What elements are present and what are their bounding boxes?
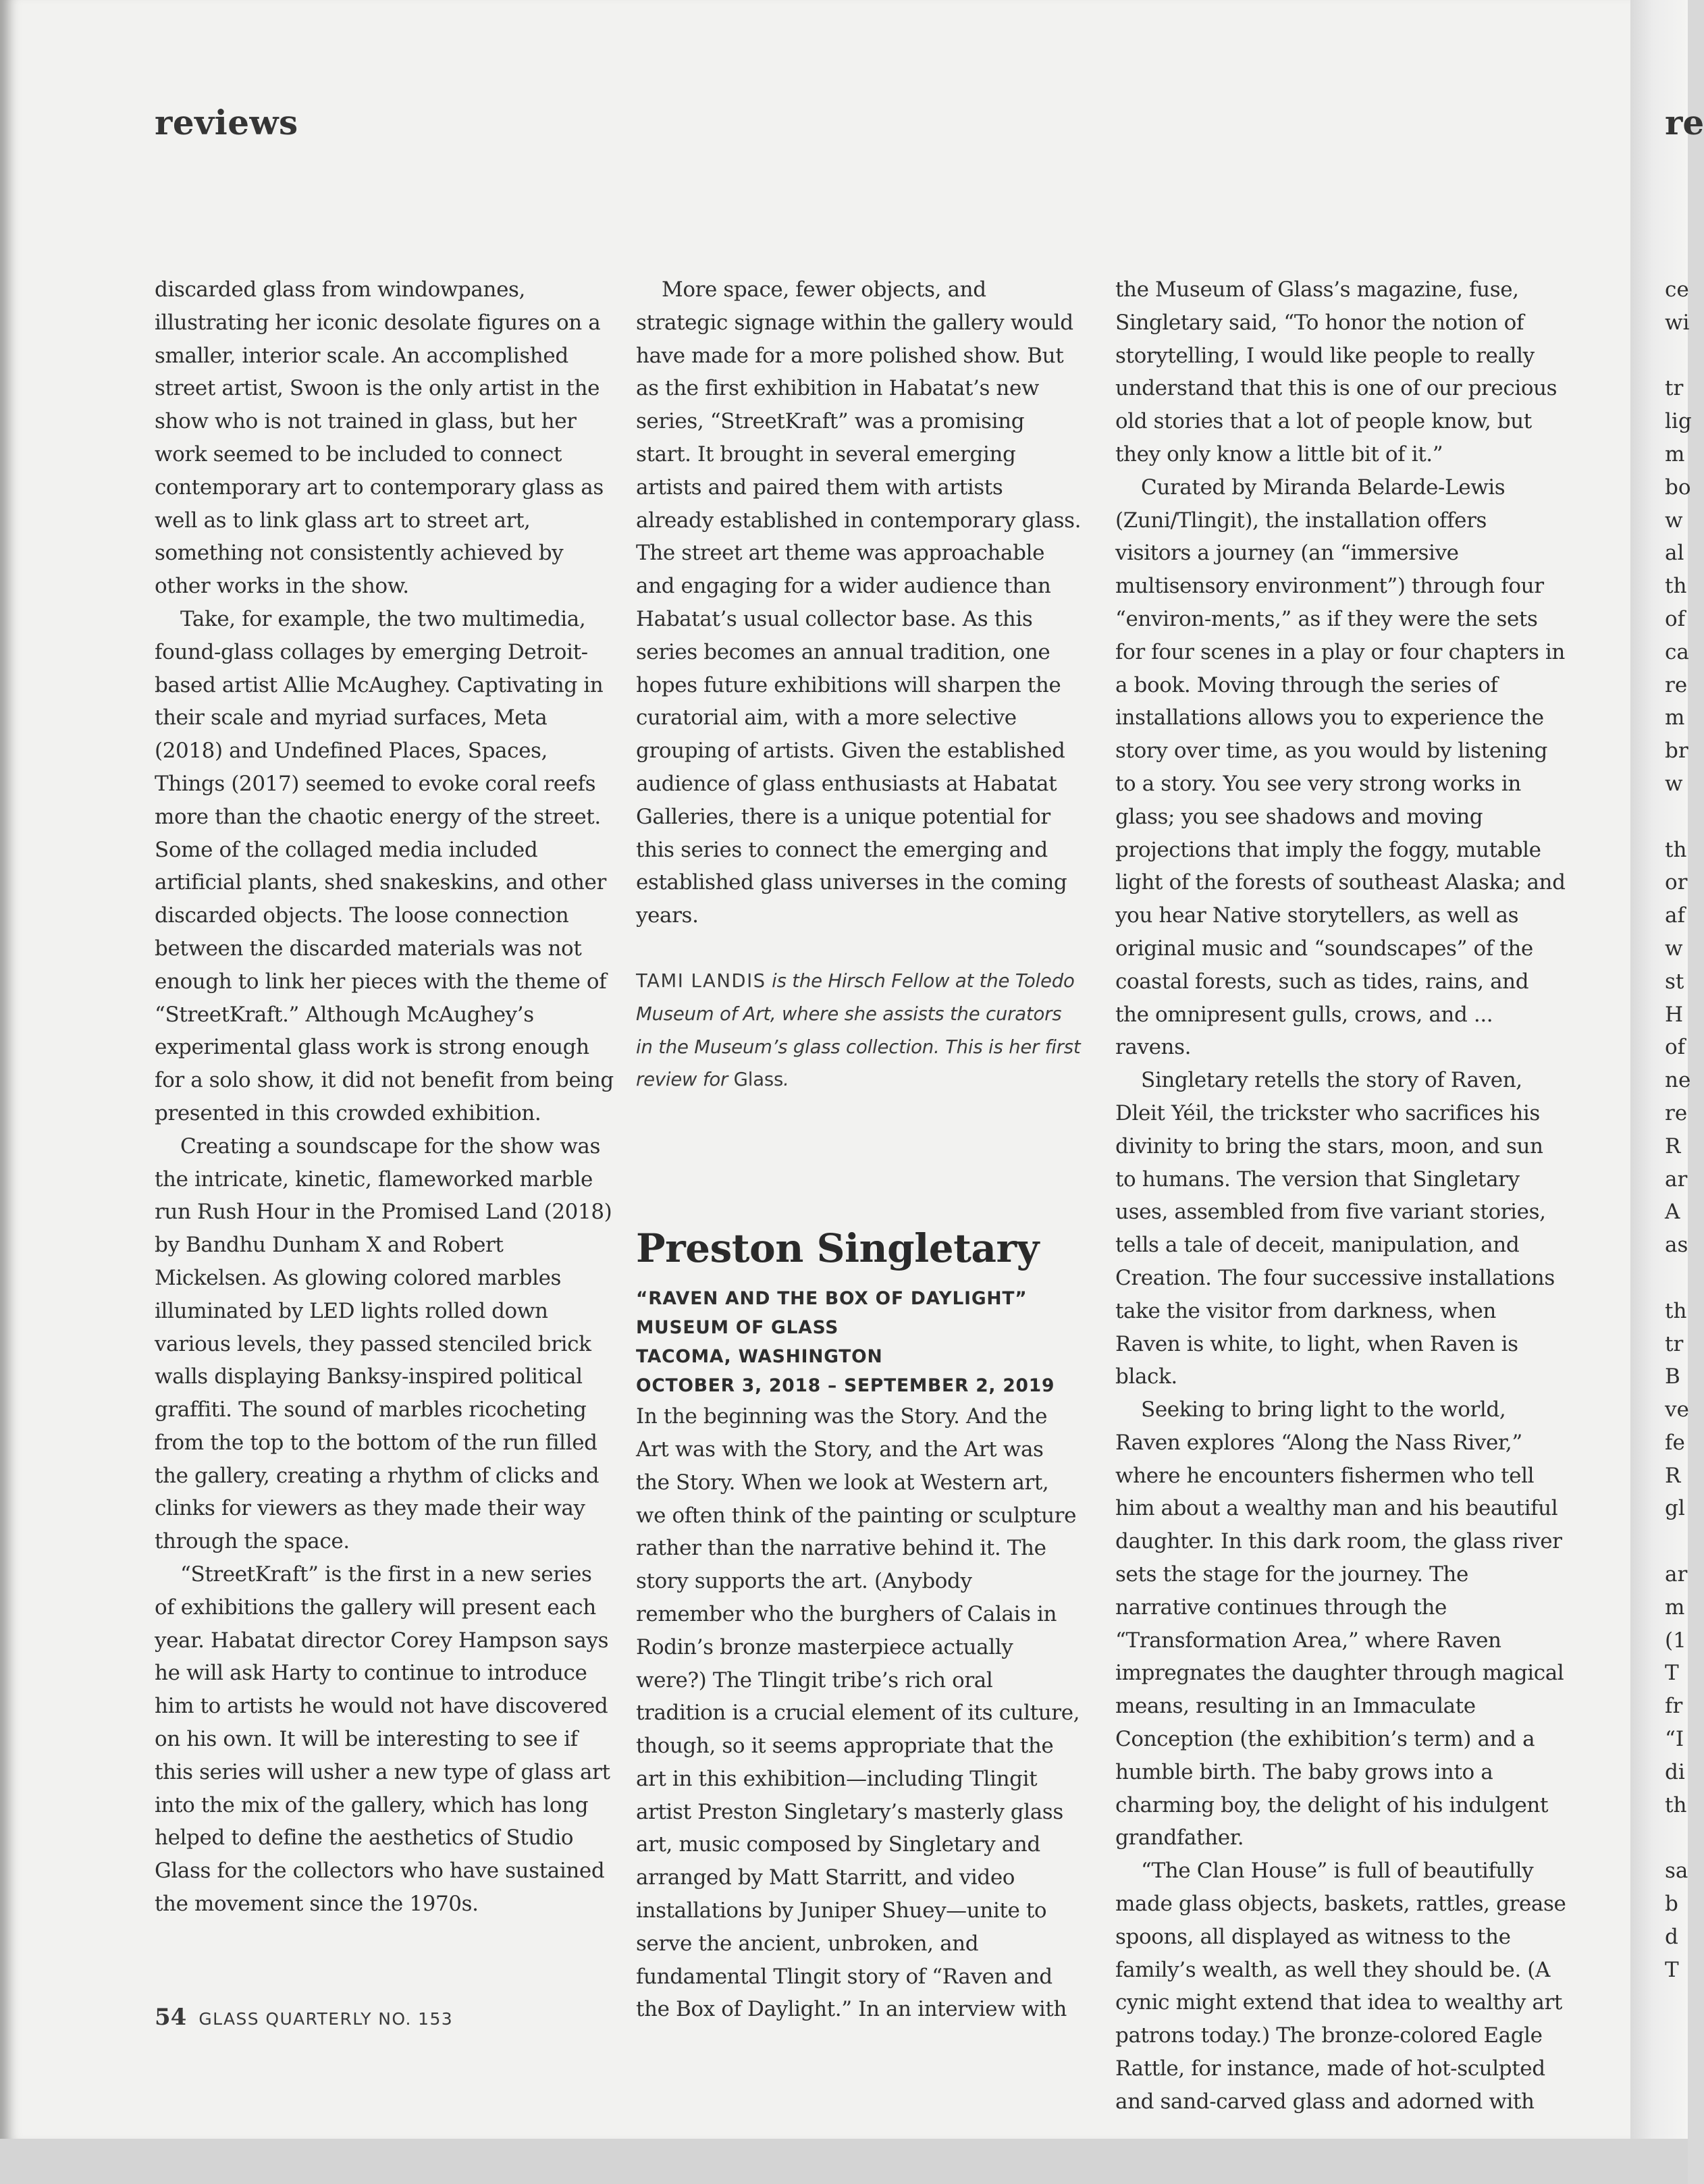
next-page-fragment: of [1665,1035,1686,1060]
next-page-fragment: w [1665,936,1683,961]
next-page-fragment: or [1665,870,1688,895]
col1-paragraph-4: “StreetKraft” is the first in a new series of exhibitions the gallery will present each year. Habatat director Corey Hampson says he will ask Harty to continue to introduce him to artists he would not have discovered on his own. It will be interesting to see if this series will usher a new type of glass art into the mix of the gallery, which has long helped to define the aesthetics of Studio Glass for the collectors who have sustained the movement since the 1970s. [155,1562,610,1917]
next-page-fragment: ar [1665,1562,1688,1587]
next-page-fragment: af [1665,903,1685,928]
next-page-fragment: d [1665,1924,1678,1949]
column-3 [1115,273,1566,2119]
venue: MUSEUM OF GLASS [636,1317,839,1339]
exhibition-title: “RAVEN AND THE BOX OF DAYLIGHT” [636,1288,1028,1310]
next-page-fragment [1665,1525,1692,1558]
next-page-fragment: b [1665,1892,1678,1917]
next-page-fragment: m [1665,1595,1685,1620]
page-footer [155,2004,453,2031]
col3-paragraph-5: “The Clan House” is full of beautifully made glass objects, baskets, rattles, grease spoons, all displayed as witness to the family’s wealth, as well they should be. (A cynic might extend that idea to wealthy art patrons today.) The bronze-colored Eagle Rattle, for instance, made of hot-sculpted and sand-carved glass and adorned with [1115,1859,1566,2114]
next-page-text-fragments [1665,273,1692,1986]
next-page-fragment: of [1665,606,1686,631]
next-page-fragment: th [1665,1792,1687,1817]
next-page-fragment: w [1665,771,1683,796]
next-page-fragment: re [1665,1100,1688,1125]
next-page-fragment: ne [1665,1068,1691,1093]
next-page-fragment: th [1665,1298,1687,1323]
publication-name: GLASS QUARTERLY NO. 153 [198,2009,454,2029]
col2-paragraph-1: More space, fewer objects, and strategic signage within the gallery would have made for a more polished show. But as the first exhibition in Habatat’s new series, “StreetKraft” was a promising start. It brought in several emerging artists and paired them with artists already established in contemporary glass. The street art theme was approachable and engaging for a wider audience than Habatat’s usual collector base. As this series becomes an annual tradition, one hopes future exhibitions will sharpen the curatorial aim, with a more selective grouping of artists. Given the established audience of glass enthusiasts at Habatat Galleries, there is a unique potential for this series to connect the emerging and established glass universes in the coming years. [636,277,1082,928]
next-page-fragment [1665,340,1692,373]
next-page-fragment: fe [1665,1430,1685,1455]
author-name: TAMI LANDIS [636,969,766,992]
next-page-fragment: “I [1665,1727,1684,1752]
exhibition-dates: OCTOBER 3, 2018 – SEPTEMBER 2, 2019 [636,1375,1055,1397]
article-meta [636,1284,1082,1400]
next-page-fragment: ve [1665,1397,1689,1422]
col3-paragraph-1: the Museum of Glass’s magazine, fuse, Singletary said, “To honor the notion of storytelling, I would like people to really understand that this is one of our precious old stories that a lot of people know, but they only know a little bit of it.” [1115,277,1557,467]
col1-paragraph-1: discarded glass from windowpanes, illustrating her iconic desolate figures on a smaller, interior scale. An accomplished street artist, Swoon is the only artist in the show who is not trained in glass, but her work seemed to be included to connect contemporary art to contemporary glass as well as to link glass art to street art, something not consistently achieved by other works in the show. [155,277,604,599]
next-page-fragment: st [1665,969,1684,994]
author-bio [636,965,1082,1096]
next-page-fragment: A [1665,1200,1680,1225]
next-page-fragment: ar [1665,1167,1688,1192]
next-page-fragment: as [1665,1233,1688,1258]
next-page-fragment: bo [1665,475,1691,500]
next-page-fragment: m [1665,442,1685,467]
author-bio-end: . [783,1069,789,1091]
next-page-section-label: re [1665,103,1704,142]
col3-paragraph-4: Seeking to bring light to the world, Raven explores “Along the Nass River,” where he encounters fishermen who tell him about a wealthy man and his beautiful daughter. In this dark room, the glass river sets the stage for the journey. The narrative continues through the “Transformation Area,” where Raven impregnates the daughter through magical means, resulting in an Immaculate Conception (the exhibition’s term) and a humble birth. The baby grows into a charming boy, the delight of his indulgent grandfather. [1115,1397,1564,1850]
next-page-fragment: tr [1665,376,1684,401]
magazine-name: Glass [733,1069,784,1091]
next-page-fragment [1665,1821,1692,1855]
next-page-fragment: di [1665,1759,1685,1784]
author-bio-text: is the Hirsch Fellow at the Toledo Museum of Art, where she assists the curators in the Museum’s glass collection. This is her first review for [636,969,1081,1091]
next-page-fragment: tr [1665,1331,1684,1356]
next-page-fragment: gl [1665,1496,1685,1521]
col1-paragraph-2: Take, for example, the two multimedia, found-glass collages by emerging Detroit-based artist Allie McAughey. Captivating in their scale and myriad surfaces, Meta (2018) and Undefined Places, Spaces, Things (2017) seemed to evoke coral reefs more than the chaotic energy of the street. Some of the collaged media included artificial plants, shed snakeskins, and other discarded objects. The loose connection between the discarded materials was not enough to link her pieces with the theme of “StreetKraft.” Although McAughey’s experimental glass work is strong enough for a solo show, it did not benefit from being presented in this crowded exhibition. [155,606,614,1125]
next-page-fragment: H [1665,1002,1684,1027]
next-page-fragment: T [1665,1957,1679,1982]
next-page-fragment: m [1665,705,1685,730]
col1-paragraph-3: Creating a soundscape for the show was the intricate, kinetic, flameworked marble run Rush Hour in the Promised Land (2018) by Bandhu Dunham X and Robert Mickelsen. As glowing colored marbles illuminated by LED lights rolled down various levels, they passed stenciled brick walls displaying Banksy-inspired political graffiti. The sound of marbles ricocheting from the top to the bottom of the run filled the gallery, creating a rhythm of clicks and clinks for viewers as they made their way through the space. [155,1134,612,1554]
column-1 [155,273,614,1921]
col3-paragraph-3: Singletary retells the story of Raven, Dleit Yéil, the trickster who sacrifices his divinity to bring the stars, moon, and sun to humans. The version that Singletary uses, assembled from five variant stories, tells a tale of deceit, manipulation, and Creation. The four successive installations take the visitor from darkness, when Raven is white, to light, when Raven is black. [1115,1068,1555,1389]
next-page-fragment: T [1665,1661,1679,1686]
article-body-paragraph-1: In the beginning was the Story. And the Art was with the Story, and the Art was the Story. When we look at Western art, we often think of the painting or sculpture rather than the narrative behind it. The story supports the art. (Anybody remember who the burghers of Calais in Rodin’s bronze masterpiece actually were?) The Tlingit tribe’s rich oral tradition is a crucial element of its culture, though, so it seems appropriate that the art in this exhibition—including Tlingit artist Preston Singletary’s masterly glass art, music composed by Singletary and arranged by Matt Starritt, and video installations by Juniper Shuey—unite to serve the ancient, unbroken, and fundamental Tlingit story of “Raven and the Box of Daylight.” In an interview with [636,1404,1080,2022]
next-page-fragment: re [1665,672,1688,697]
next-page-fragment: lig [1665,409,1692,434]
location: TACOMA, WASHINGTON [636,1346,883,1368]
column-2 [636,273,1082,2026]
next-page-fragment: w [1665,508,1683,533]
next-page-fragment [1665,801,1692,834]
next-page-fragment: wi [1665,310,1690,335]
next-page-fragment: th [1665,837,1687,862]
col3-paragraph-2: Curated by Miranda Belarde-Lewis (Zuni/Tlingit), the installation offers visitors a journey (an “immersive multisensory environment”) through four “environ-ments,” as if they were the sets for four scenes in a play or four chapters in a book. Moving through the series of installations allows you to experience the story over time, as you would by listening to a story. You see very strong works in glass; you see shadows and moving projections that imply the foggy, mutable light of the forests of southeast Alaska; and you hear Native storytellers, as well as original music and “soundscapes” of the coastal forests, such as tides, rains, and the omnipresent gulls, crows, and ... ravens. [1115,475,1566,1060]
section-label: reviews [155,103,298,142]
page-number: 54 [155,2004,187,2031]
next-page-fragment: R [1665,1134,1681,1158]
next-page-fragment: ca [1665,639,1689,664]
next-page-fragment: B [1665,1364,1680,1389]
next-page-fragment: fr [1665,1694,1683,1719]
next-page-fragment: sa [1665,1859,1688,1884]
article-title: Preston Singletary [636,1225,1039,1272]
scan-bottom-margin [0,2139,1688,2184]
next-page-fragment: R [1665,1463,1681,1488]
next-page-fragment: th [1665,574,1687,599]
next-page-fragment: br [1665,739,1688,764]
next-page-fragment: (1 [1665,1628,1686,1653]
next-page-fragment [1665,1262,1692,1295]
next-page-fragment: al [1665,541,1684,566]
next-page-fragment: ce [1665,277,1689,302]
